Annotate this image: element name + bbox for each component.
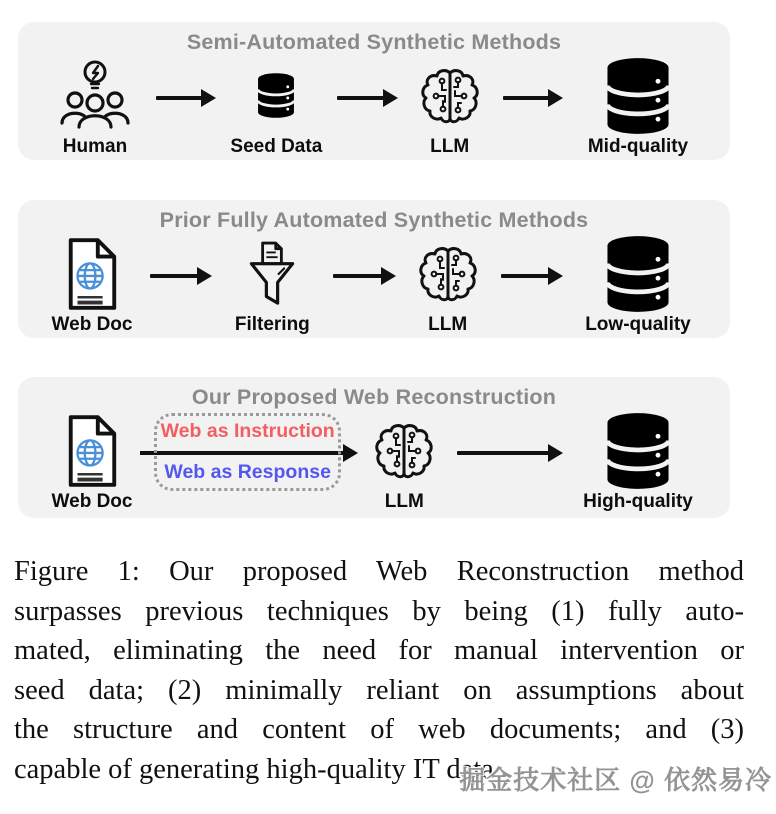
flow-row — [18, 410, 730, 513]
node-llm — [399, 57, 501, 158]
brain-circuit-icon — [418, 66, 482, 131]
flow-arrow-icon — [333, 274, 392, 278]
panel-web-reconstruction — [18, 377, 730, 518]
node-label: LLM — [384, 491, 424, 512]
node-filtering — [213, 235, 331, 336]
node-label: Mid-quality — [587, 136, 689, 157]
caption-line: Figure 1: Our proposed Web Reconstruction method — [14, 556, 744, 587]
node-label: Web Doc — [51, 491, 133, 512]
panel-prior-automated — [18, 200, 730, 338]
node-low-quality — [564, 235, 712, 336]
database-large-icon — [604, 234, 672, 319]
node-label: High-quality — [583, 491, 693, 512]
flow-arrow-icon — [457, 451, 560, 455]
caption-line: capable of generating high-quality IT data. — [14, 753, 501, 785]
human-group-lightbulb-icon — [53, 59, 137, 138]
flow-arrow-icon — [150, 274, 209, 278]
flow-arrow-icon — [156, 96, 213, 100]
reconstruction-zone — [148, 412, 353, 494]
node-llm — [397, 235, 499, 336]
brain-circuit-icon — [372, 421, 436, 486]
figure-caption — [14, 552, 744, 790]
flow-row — [18, 233, 730, 336]
caption-line: surpasses previous techniques by being (1) fully auto- — [14, 595, 744, 627]
web-document-icon — [63, 236, 121, 317]
flow-arrow-icon — [337, 96, 394, 100]
node-high-quality — [564, 412, 712, 513]
web-as-response-label: Web as Response — [164, 461, 331, 483]
flow-arrow-icon — [501, 274, 560, 278]
panel-title: Semi-Automated Synthetic Methods — [186, 30, 562, 54]
caption-line: seed data; (2) minimally reliant on assumptions about — [14, 674, 744, 706]
funnel-document-icon — [242, 236, 302, 317]
node-label: Filtering — [234, 314, 310, 335]
web-reconstruction-box — [154, 413, 341, 491]
brain-circuit-icon — [416, 244, 480, 309]
node-label: Low-quality — [585, 314, 691, 335]
web-as-instruction-label: Web as Instruction — [160, 420, 335, 442]
node-label: Seed Data — [230, 136, 323, 157]
panel-semi-automated — [18, 22, 730, 160]
database-small-icon — [256, 72, 296, 124]
caption-line: the structure and content of web documents; and (3) — [14, 714, 744, 746]
node-label: Human — [62, 136, 128, 157]
flow-arrow-icon — [503, 96, 560, 100]
flow-row — [18, 55, 730, 158]
database-large-icon — [604, 411, 672, 496]
node-label: LLM — [428, 314, 468, 335]
panel-title: Prior Fully Automated Synthetic Methods — [159, 208, 589, 232]
node-human — [36, 57, 154, 158]
node-web-doc — [36, 235, 148, 336]
node-label: Web Doc — [51, 314, 133, 335]
node-label: LLM — [430, 136, 470, 157]
node-llm — [353, 412, 455, 513]
node-web-doc — [36, 412, 148, 513]
node-mid-quality — [564, 57, 712, 158]
database-large-icon — [604, 56, 672, 141]
node-seed-data — [217, 57, 335, 158]
web-document-icon — [63, 413, 121, 494]
watermark-text: 掘金技术社区 @ 依然易冷 — [459, 765, 772, 795]
panel-title: Our Proposed Web Reconstruction — [191, 385, 557, 409]
caption-line: mated, eliminating the need for manual intervention or — [14, 635, 744, 667]
